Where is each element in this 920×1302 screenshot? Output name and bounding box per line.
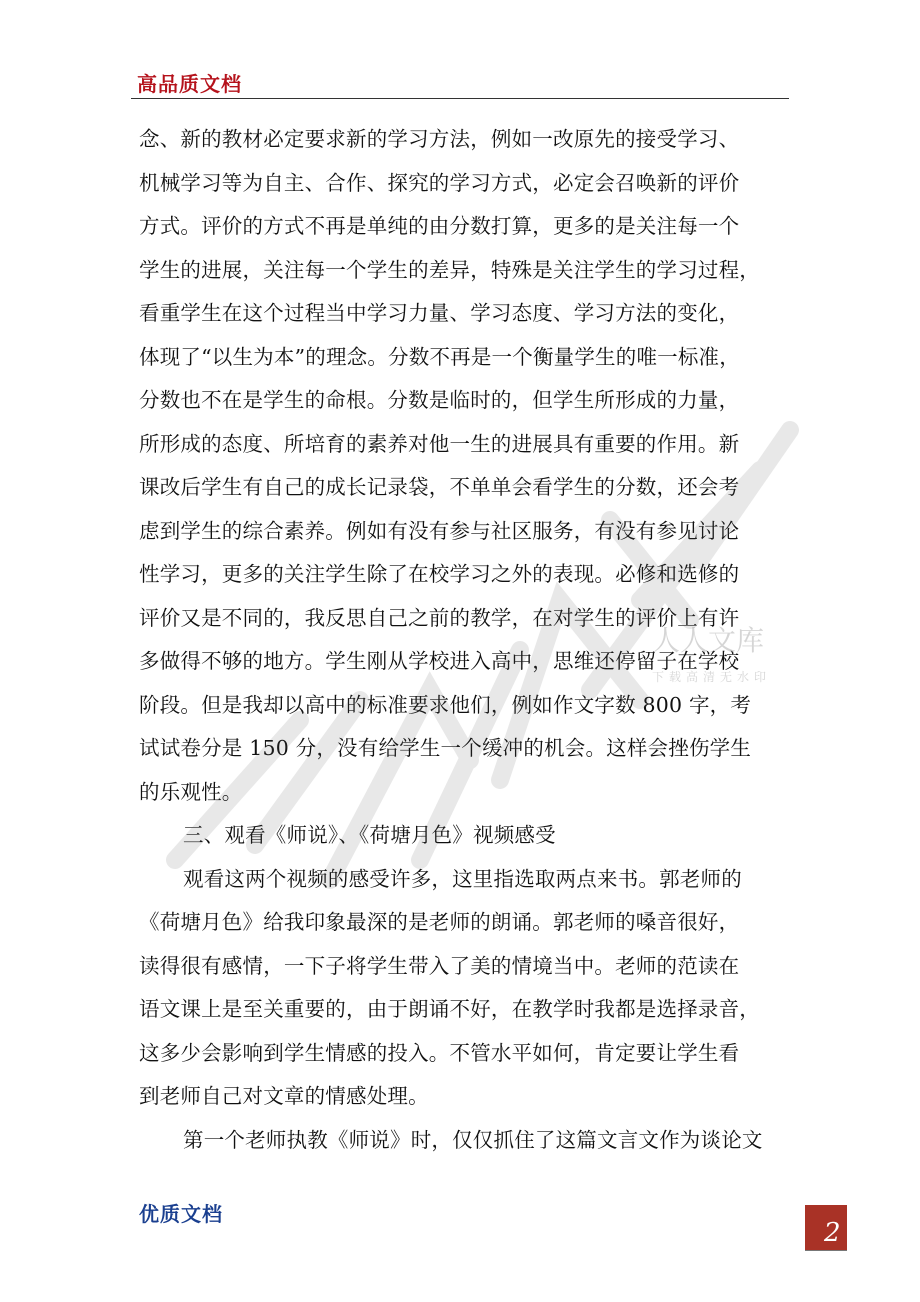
- body-line: 第一个老师执教《师说》时，仅仅抓住了这篇文言文作为谈论文: [183, 1127, 763, 1152]
- watermark-brand: 人人文库: [652, 624, 765, 657]
- body-line: 到老师自己对文章的情感处理。: [139, 1084, 429, 1108]
- body-line: 方式。评价的方式不再是单纯的由分数打算，更多的是关注每一个: [139, 214, 740, 238]
- body-line: 分数也不在是学生的命根。分数是临时的，但学生所形成的力量，: [139, 388, 740, 412]
- document-header-title: 高品质文档: [137, 72, 242, 96]
- body-line: 阶段。但是我却以高中的标准要求他们，例如作文字数 800 字，考: [139, 692, 752, 717]
- body-line: 评价又是不同的，我反思自己之前的教学，在对学生的评价上有许: [139, 605, 740, 630]
- header-divider: [131, 98, 789, 99]
- body-line: 试试卷分是 150 分，没有给学生一个缓冲的机会。这样会挫伤学生: [139, 736, 752, 760]
- body-line: 的乐观性。: [139, 779, 243, 804]
- page-number: 2: [824, 1218, 841, 1248]
- footer-divider: [805, 1250, 847, 1251]
- section-heading: 三、观看《师说》、《荷塘月色》视频感受: [183, 823, 556, 847]
- body-line: 这多少会影响到学生情感的投入。不管水平如何，肯定要让学生看: [139, 1040, 740, 1065]
- body-line: 《荷塘月色》给我印象最深的是老师的朗诵。郭老师的嗓音很好，: [139, 910, 740, 934]
- body-line: 机械学习等为自主、合作、探究的学习方式，必定会召唤新的评价: [139, 170, 740, 195]
- body-line: 看重学生在这个过程当中学习力量、学习态度、学习方法的变化，: [139, 301, 740, 325]
- body-line: 多做得不够的地方。学生刚从学校进入高中，思维还停留子在学校: [139, 649, 740, 673]
- body-line: 课改后学生有自己的成长记录袋，不单单会看学生的分数，还会考: [139, 475, 740, 499]
- body-line: 性学习，更多的关注学生除了在校学习之外的表现。必修和选修的: [139, 562, 740, 586]
- body-line: 所形成的态度、所培育的素养对他一生的进展具有重要的作用。新: [139, 431, 740, 456]
- body-line: 语文课上是至关重要的，由于朗诵不好，在教学时我都是选择录音，: [139, 997, 760, 1021]
- body-line: 念、新的教材必定要求新的学习方法，例如一改原先的接受学习、: [139, 127, 740, 151]
- body-line: 虑到学生的综合素养。例如有没有参与社区服务，有没有参见讨论: [139, 518, 740, 543]
- body-line: 体现了“以生为本”的理念。分数不再是一个衡量学生的唯一标准，: [139, 344, 740, 369]
- document-body: [139, 118, 791, 1162]
- document-footer-title: 优质文档: [139, 1202, 223, 1226]
- body-line: 学生的进展，关注每一个学生的差异，特殊是关注学生的学习过程，: [139, 257, 760, 282]
- body-line: 观看这两个视频的感受许多，这里指选取两点来书。郭老师的: [183, 866, 742, 891]
- body-line: 读得很有感情，一下子将学生带入了美的情境当中。老师的范读在: [139, 953, 740, 978]
- watermark-tagline: 下载高清无水印: [652, 670, 772, 684]
